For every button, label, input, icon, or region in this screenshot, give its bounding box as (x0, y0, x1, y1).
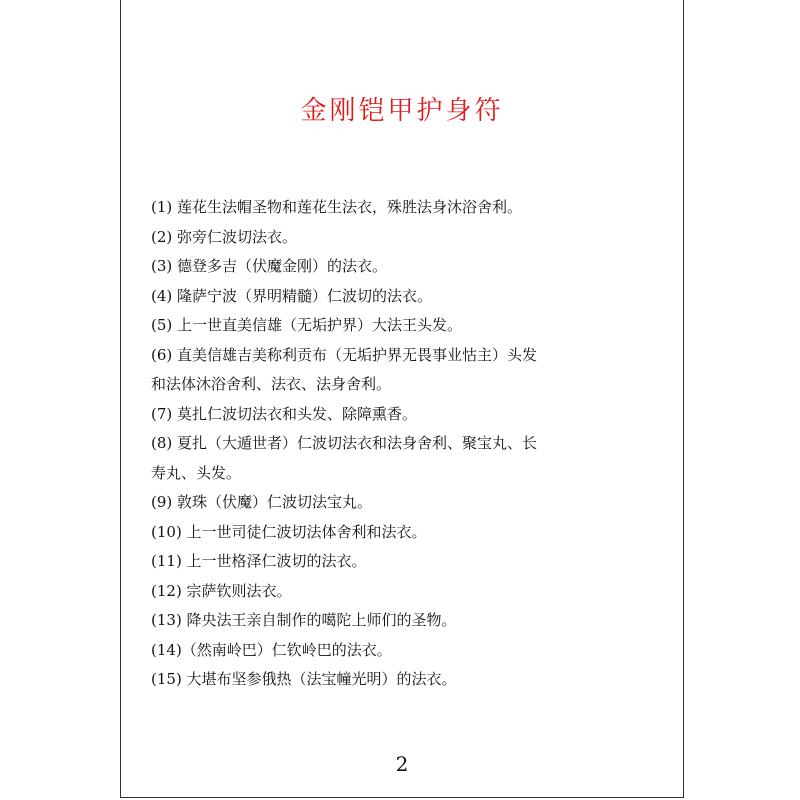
list-item: (9) 敦珠（伏魔）仁波切法宝丸。 (151, 493, 373, 511)
list-item: (11) 上一世格泽仁波切的法衣。 (151, 552, 367, 570)
page-title: 金刚铠甲护身符 (300, 96, 504, 126)
list-item: (4) 隆萨宁波（界明精髓）仁波切的法衣。 (151, 286, 433, 305)
list-item: (6) 直美信雄吉美称利贡布（无垢护界无畏事业怙主）头发和法体沐浴舍利、法衣、法身舍利。 (151, 345, 538, 393)
list-item: (13) 降央法王亲自制作的噶陀上师们的圣物。 (151, 611, 457, 629)
document-page (120, 0, 684, 798)
list-item: (1) 莲花生法帽圣物和莲花生法衣，殊胜法身沐浴舍利。 (151, 198, 523, 216)
list-item: (3) 德登多吉（伏魔金刚）的法衣。 (151, 257, 388, 275)
list-item: (15) 大堪布坚参俄热（法宝幢光明）的法衣。 (151, 670, 457, 688)
page-number: 2 (395, 752, 409, 776)
list-item: (12) 宗萨钦则法衣。 (151, 581, 292, 600)
list-item: (8) 夏扎（大遁世者）仁波切法衣和法身舍利、聚宝丸、长寿丸、头发。 (151, 434, 538, 482)
list-item: (10) 上一世司徒仁波切法体舍利和法衣。 (151, 522, 427, 541)
list-item: (2) 弥旁仁波切法衣。 (151, 227, 298, 246)
list-item: (14)（然南岭巴）仁钦岭巴的法衣。 (151, 640, 392, 659)
list-item: (7) 莫扎仁波切法衣和头发、除障熏香。 (151, 404, 418, 423)
list-item: (5) 上一世直美信雄（无垢护界）大法王头发。 (151, 316, 463, 334)
relic-list (151, 193, 551, 695)
